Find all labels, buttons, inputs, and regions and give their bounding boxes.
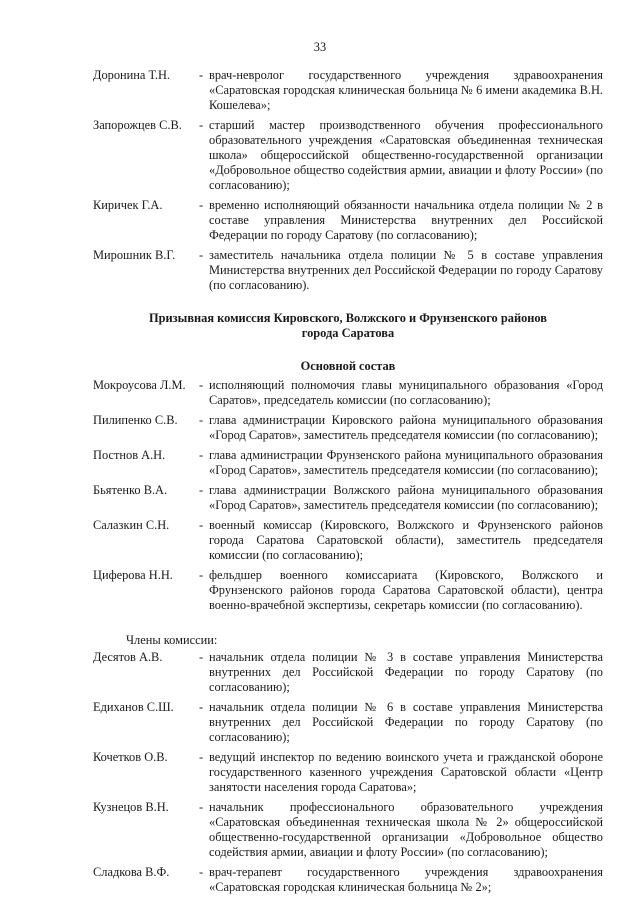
person-position: ведущий инспектор по ведению воинского учета и гражданской обороне государственного казенного учреждения Саратовской области «Центр занятости населения города Саратова»; — [209, 750, 603, 794]
person-name: Кузнецов В.Н. — [93, 800, 169, 814]
dash: - — [199, 700, 204, 714]
list-item — [93, 750, 603, 795]
dash: - — [199, 750, 204, 764]
person-position: начальник отдела полиции № 3 в составе управления Министерства внутренних дел Российской Федерации по городу Саратову (по согласованию); — [209, 650, 603, 694]
members-label: Члены комиссии: — [126, 633, 218, 647]
page-number: 33 — [313, 40, 327, 54]
person-position: исполняющий полномочия главы муниципального образования «Город Саратов», председатель комиссии (по согласованию); — [209, 378, 603, 407]
section1-list — [93, 68, 603, 293]
document-body — [93, 68, 603, 895]
commission-heading-line2: города Саратова — [301, 326, 395, 340]
list-item — [93, 650, 603, 695]
person-name: Постнов А.Н. — [93, 448, 166, 462]
person-position: заместитель начальника отдела полиции № 5 в составе управления Министерства внутренних дел Российской Федерации по городу Саратову (по согласованию). — [209, 248, 603, 292]
list-item — [93, 378, 603, 408]
person-name: Бьятенко В.А. — [93, 483, 168, 497]
person-position: временно исполняющий обязанности начальника отдела полиции № 2 в составе управления Министерства внутренних дел Российской Федерации по городу Саратову (по согласованию); — [209, 198, 603, 242]
commission-heading — [85, 311, 611, 341]
main-composition-list — [93, 378, 603, 613]
person-name: Десятов А.В. — [93, 650, 163, 664]
person-name: Пилипенко С.В. — [93, 413, 178, 427]
person-position: старший мастер производственного обучения профессионального образовательного учреждения «Саратовская объединенная техническая школа» общероссийской общественно-государственной организации «Добровольное общество содействия армии, авиации и флоту России» (по согласованию); — [209, 118, 603, 192]
dash: - — [199, 68, 204, 82]
list-item — [93, 118, 603, 193]
dash: - — [199, 483, 204, 497]
person-name: Киричек Г.А. — [93, 198, 163, 212]
person-name: Сладкова В.Ф. — [93, 865, 170, 879]
person-name: Циферова Н.Н. — [93, 568, 173, 582]
list-item — [93, 68, 603, 113]
person-position: глава администрации Фрунзенского района муниципального образования «Город Саратов», заместитель председателя комиссии (по согласованию); — [209, 448, 603, 477]
person-name: Кочетков О.В. — [93, 750, 168, 764]
list-item — [93, 483, 603, 513]
person-position: врач-терапевт государственного учреждения здравоохранения «Саратовская городская клиническая больница № 2»; — [209, 865, 603, 894]
person-name: Доронина Т.Н. — [93, 68, 170, 82]
person-position: глава администрации Волжского района муниципального образования «Город Саратов», заместитель председателя комиссии (по согласованию); — [209, 483, 603, 512]
person-position: врач-невролог государственного учреждения здравоохранения «Саратовская городская клиническая больница № 6 имени академика В.Н. Кошелева»; — [209, 68, 603, 112]
list-item — [93, 568, 603, 613]
dash: - — [199, 518, 204, 532]
person-name: Салазкин С.Н. — [93, 518, 170, 532]
dash: - — [199, 865, 204, 879]
list-item — [93, 198, 603, 243]
members-list — [93, 650, 603, 895]
list-item — [93, 413, 603, 443]
person-name: Запорожцев С.В. — [93, 118, 182, 132]
person-position: фельдшер военного комиссариата (Кировского, Волжского и Фрунзенского районов города Саратова Саратовской области), центра военно-врачебной экспертизы, секретарь комиссии (по согласованию). — [209, 568, 603, 612]
dash: - — [199, 198, 204, 212]
dash: - — [199, 413, 204, 427]
dash: - — [199, 248, 204, 262]
dash: - — [199, 800, 204, 814]
person-name: Мокроусова Л.М. — [93, 378, 186, 392]
dash: - — [199, 448, 204, 462]
dash: - — [199, 568, 204, 582]
person-position: военный комиссар (Кировского, Волжского и Фрунзенского районов города Саратова Саратовской области), заместитель председателя комиссии (по согласованию); — [209, 518, 603, 562]
person-name: Мирошник В.Г. — [93, 248, 176, 262]
dash: - — [199, 650, 204, 664]
person-position: начальник отдела полиции № 6 в составе управления Министерства внутренних дел Российской Федерации по городу Саратову (по согласованию); — [209, 700, 603, 744]
commission-heading-line1: Призывная комиссия Кировского, Волжского и Фрунзенского районов — [149, 311, 547, 325]
list-item — [93, 865, 603, 895]
list-item — [93, 248, 603, 293]
list-item — [93, 700, 603, 745]
person-position: начальник профессионального образовательного учреждения «Саратовская объединенная техническая школа № 2» общероссийской общественно-государственной организации «Добровольное общество содействия армии, авиации и флоту России» (по согласованию); — [209, 800, 603, 859]
list-item — [93, 448, 603, 478]
main-composition-heading: Основной состав — [300, 359, 396, 373]
list-item — [93, 518, 603, 563]
dash: - — [199, 118, 204, 132]
person-name: Едиханов С.Ш. — [93, 700, 174, 714]
list-item — [93, 800, 603, 860]
dash: - — [199, 378, 204, 392]
person-position: глава администрации Кировского района муниципального образования «Город Саратов», заместитель председателя комиссии (по согласованию); — [209, 413, 603, 442]
